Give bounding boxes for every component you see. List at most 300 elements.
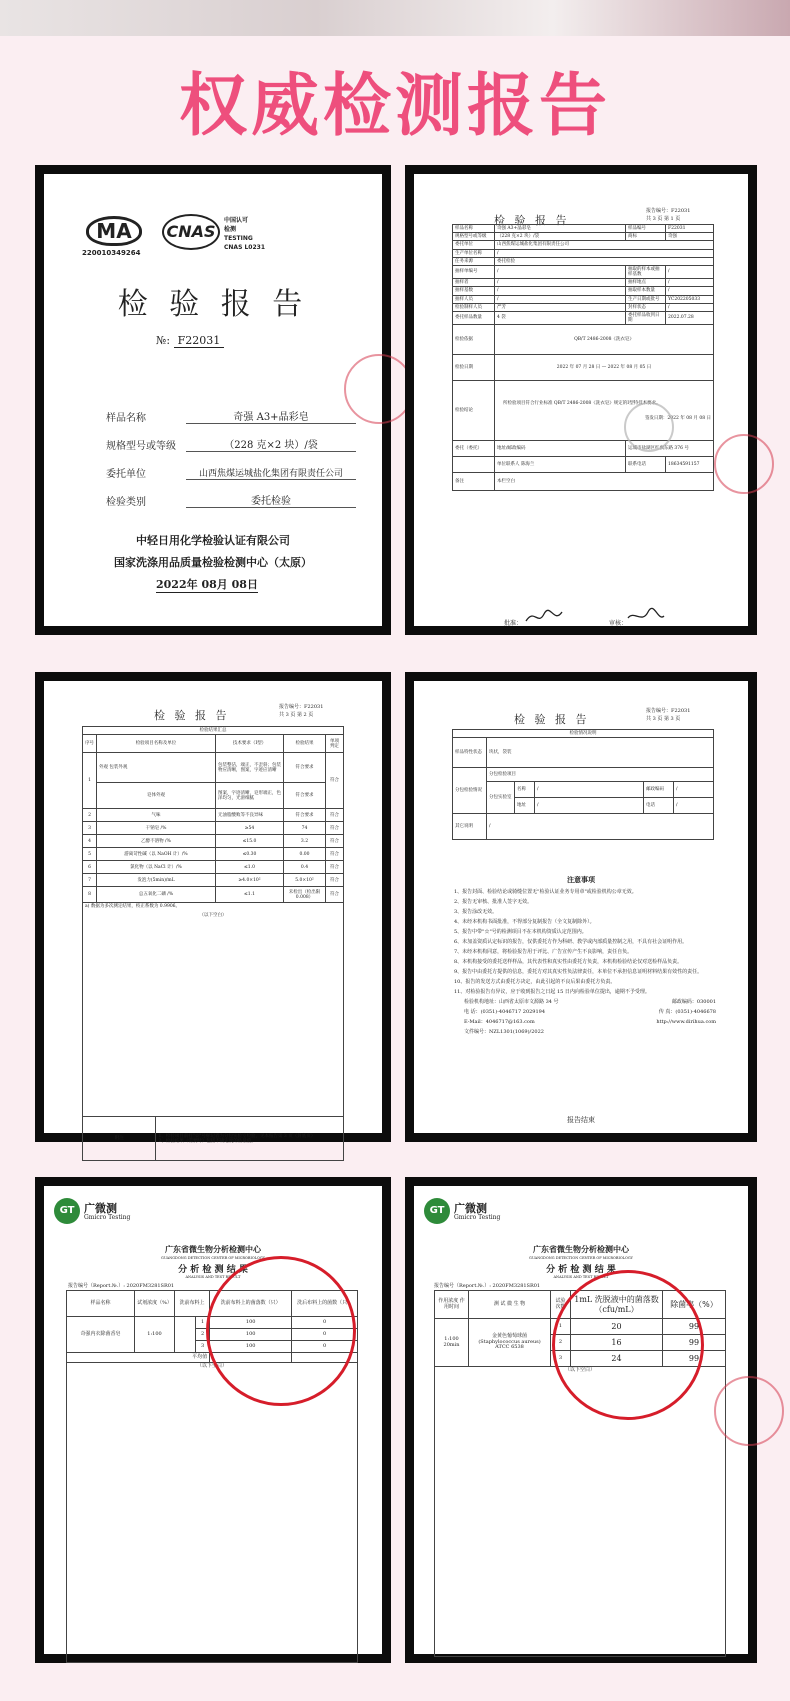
cell: 5 xyxy=(83,848,97,861)
field-value: 委托检验 xyxy=(186,492,356,508)
cell: 乙醇不溶物 /% xyxy=(97,835,216,848)
highlight-circle xyxy=(206,1256,356,1406)
table-row xyxy=(435,1367,726,1657)
page3-table xyxy=(452,729,714,840)
notes-title: 注意事项 xyxy=(567,875,595,884)
report-page-3 xyxy=(414,681,748,1133)
cell: ≤15.0 xyxy=(216,835,284,848)
cell: 7 xyxy=(83,874,97,887)
field-label: 委托单位 xyxy=(106,469,146,480)
gmicro-logo-icon: GT xyxy=(54,1198,80,1224)
cell: 商标 xyxy=(626,233,666,241)
contact-value: 陈海兰 xyxy=(520,462,535,468)
page3-page-count: 共 3 页 第 3 页 xyxy=(646,716,681,722)
fax-line: 传 真：(0351)-4046678 xyxy=(658,1009,716,1015)
cell: 18634591157 xyxy=(666,457,714,473)
cell: 包装整洁，端正，不歪斜；包装物应清晰，图案，字迹应清晰 xyxy=(216,753,284,783)
blank-text: （以下空白） xyxy=(199,913,227,919)
cell: 1 xyxy=(83,753,97,809)
ma-logo: MA xyxy=(86,216,142,246)
table-row xyxy=(67,1363,358,1663)
signature-reviewer xyxy=(626,606,666,628)
page2-title: 检 验 报 告 xyxy=(154,709,230,722)
table-row xyxy=(83,874,344,887)
header-cell: 洗前布料上 xyxy=(174,1291,209,1317)
report-cover-page xyxy=(44,174,382,626)
cell: 平均值 xyxy=(67,1353,210,1363)
cell: 24 xyxy=(571,1351,663,1367)
micro-report-1 xyxy=(44,1186,382,1654)
table-row xyxy=(453,257,714,265)
micro-org: 广东省微生物分析检测中心 xyxy=(533,1244,629,1254)
file-line: 文件编号：NZL1301(1069)/2022 xyxy=(464,1029,544,1035)
cell: 3 xyxy=(551,1351,571,1367)
cell: / xyxy=(495,265,626,278)
table-row xyxy=(83,903,344,1117)
tel-line: 电 话：(0351)-4046717 2029194 xyxy=(464,1009,546,1015)
cell: 本栏空白 xyxy=(495,473,714,491)
gmicro-logo-text: 广微测 xyxy=(454,1202,487,1215)
date-year-label: 年 xyxy=(186,578,198,591)
cell: 分包检验情况 xyxy=(453,768,487,814)
micro-title-en: ANALYSIS AND TEST RESULT xyxy=(185,1275,241,1279)
cell: 4 袋 xyxy=(495,311,626,324)
cover-field-client xyxy=(106,452,356,480)
table-row xyxy=(453,730,714,738)
micro-report-2 xyxy=(414,1186,748,1654)
gmicro-logo-sub: Gmicro Testing xyxy=(454,1214,501,1221)
cell: 样品特性状态 xyxy=(453,738,487,768)
table-row xyxy=(453,241,714,249)
cell: 抽样地点 xyxy=(626,279,666,287)
page1-page-count: 共 3 页 第 1 页 xyxy=(646,216,681,222)
cell: / xyxy=(666,287,714,295)
cell: 3 xyxy=(83,822,97,835)
header-cell: 洗后布料上的菌数（只） xyxy=(292,1291,358,1317)
cnas-text-4: CNAS L0231 xyxy=(224,244,266,251)
cell: 2 xyxy=(551,1335,571,1351)
cell: 奇强 xyxy=(666,233,714,241)
note-item: 8、本机构接受的委托送样样品，其代表性和真实性由委托方负责，本机构检验结论仅对送检样品负责。 xyxy=(454,959,683,965)
cell: 符合要求 xyxy=(284,783,326,809)
header-cell: 单项判定 xyxy=(326,735,344,753)
header-cell: 洗前布料上的菌落数（只） xyxy=(210,1291,292,1317)
header-cell: 序号 xyxy=(83,735,97,753)
cover-title: 检 验 报 告 xyxy=(117,287,309,322)
micro-title: 分 析 检 测 结 果 xyxy=(178,1265,248,1275)
cell: 检验结果汇总 xyxy=(83,727,344,735)
header-cell: 试验 次数 xyxy=(551,1291,571,1319)
cell: 分包实验室 xyxy=(487,782,515,814)
report-page-3-card xyxy=(405,672,757,1142)
cell: 2022 年 07 月 28 日 — 2022 年 08 月 05 日 xyxy=(495,355,714,381)
cell: 生产单位名称 xyxy=(453,249,495,257)
cell: 气味 xyxy=(97,809,216,822)
cell: 检验制样人员 xyxy=(453,303,495,311)
table-row xyxy=(453,738,714,768)
page2-page-count: 共 3 页 第 2 页 xyxy=(279,712,314,718)
cell: 抽样者 xyxy=(453,279,495,287)
cell: 运城市盐湖区红旗东路 376 号 xyxy=(626,441,714,457)
cell: 地址 xyxy=(515,798,535,814)
table-row xyxy=(453,303,714,311)
cell: 电话 xyxy=(644,798,674,814)
address-line: 检验机构地址：山西省太原市文源路 34 号 xyxy=(464,999,559,1005)
header-cell: 试剂浓度（%） xyxy=(135,1291,175,1317)
header-cell: 样品名称 xyxy=(67,1291,135,1317)
cell: 100 xyxy=(210,1341,292,1353)
table-row: 其它说明 / xyxy=(453,814,714,840)
cell: 山西焦煤运城盐化集团有限责任公司 xyxy=(495,241,714,249)
page1-table xyxy=(452,224,714,491)
issue-date: 签发日期：2022 年 08 月 08 日 xyxy=(644,415,711,421)
cell: 联系电话 xyxy=(626,457,666,473)
cnas-text-1: 中国认可 xyxy=(224,217,249,224)
note-item: 6、未加盖资质认定标识的报告，仅供委托方作为科研、教学或内部质量控制之用，不具有社会证明作用。 xyxy=(454,939,688,945)
table-row xyxy=(83,1117,344,1161)
cell: 规格型号或等级 xyxy=(453,233,495,241)
cell: 抽样人员 xyxy=(453,295,495,303)
cell: 封样状态 xyxy=(626,303,666,311)
cell: 生产日期或批号 xyxy=(626,295,666,303)
cell: 1 xyxy=(551,1319,571,1335)
table-row xyxy=(453,233,714,241)
cell: 符合 xyxy=(326,848,344,861)
micro-report-2-card xyxy=(405,1177,757,1663)
cell: 块状，袋装 xyxy=(487,738,714,768)
table-row xyxy=(453,295,714,303)
remark-1: 1、检验项目前打"☆"号标记者为分包实验室检验，见本报告第 3 页（封底页） xyxy=(158,1133,316,1139)
cell: 99 xyxy=(663,1335,726,1351)
table-row xyxy=(453,249,714,257)
table-row xyxy=(83,835,344,848)
cell: ≤0.30 xyxy=(216,848,284,861)
cell: 5.0×10² xyxy=(284,874,326,887)
table-row xyxy=(83,887,344,903)
cell: （228 克×2 块）/袋 xyxy=(495,233,626,241)
cell: 游离苛性碱（以 NaOH 计）/% xyxy=(97,848,216,861)
cell: 0 xyxy=(292,1317,358,1329)
cell: / xyxy=(666,279,714,287)
conclusion-text: 所检验项目符合行业标准 QB/T 2486-2008《洗衣皂》规定的Ⅰ型特技术要求。 xyxy=(503,400,661,406)
field-label: 样品名称 xyxy=(106,413,146,424)
cell: 0 xyxy=(292,1341,358,1353)
page1-report-no: 报告编号：F22031 xyxy=(646,208,691,214)
cell: 符合 xyxy=(326,887,344,903)
table-row xyxy=(453,355,714,381)
cell: 100 xyxy=(210,1317,292,1329)
cell: 符合要求 xyxy=(284,809,326,822)
cell: 委托样品收到日期 xyxy=(626,311,666,324)
table-row xyxy=(453,225,714,233)
report-page-2-card xyxy=(35,672,391,1142)
cell: 委托单位 xyxy=(453,241,495,249)
cell: 100 xyxy=(210,1329,292,1341)
micro-report-no: 报告编号（Report.№.）: 2020FM3281SR01 xyxy=(68,1283,175,1289)
micro-title-en: ANALYSIS AND TEST RESULT xyxy=(553,1275,609,1279)
report-no-value: F22031 xyxy=(174,334,225,348)
date-month-label: 月 xyxy=(216,578,228,591)
cover-field-spec xyxy=(106,424,356,452)
cnas-text-2: 检测 xyxy=(224,226,237,233)
report-page-1-card xyxy=(405,165,757,635)
cell: 0 xyxy=(292,1329,358,1341)
red-seal-stamp xyxy=(344,354,414,424)
cell: 检验日期 xyxy=(453,355,495,381)
cell: 邮政编码 xyxy=(644,782,674,798)
cell: ≥54 xyxy=(216,822,284,835)
blank-text: （以下空白） xyxy=(196,1363,227,1369)
cell: 总五氧化二磷 /% xyxy=(97,887,216,903)
notes-list xyxy=(454,887,716,1037)
cell: 符合 xyxy=(326,874,344,887)
top-banner-image xyxy=(0,0,790,36)
cell: 严芳 xyxy=(495,303,626,311)
note-item: 5、报告中带"☆"号的检测项目不在本机构资质认定范围内。 xyxy=(454,929,587,935)
header-cell: 测 试 微 生 物 xyxy=(469,1291,551,1319)
blank-text: （以下空白） xyxy=(564,1367,595,1373)
page1-title: 检 验 报 告 xyxy=(494,214,570,227)
cell: 样品名称 xyxy=(453,225,495,233)
report-no-label: №: xyxy=(156,334,171,347)
cell: 3.2 xyxy=(284,835,326,848)
cover-org-1: 中轻日用化学检验认证有限公司 xyxy=(136,534,290,547)
note-text: a) 数据为多次测定结果，校正系数为 0.9906。 xyxy=(85,904,181,910)
signature-approver xyxy=(524,606,564,628)
header-cell: 作用浓度 作用时间 xyxy=(435,1291,469,1319)
report-end: 报告结束 xyxy=(567,1116,595,1124)
micro-report-no: 报告编号（Report.№.）: 2020FM3281SR01 xyxy=(434,1283,541,1289)
table-row xyxy=(453,265,714,278)
table-row xyxy=(83,727,344,735)
cell: 皂体外观 xyxy=(97,783,216,809)
cell: 外观 包装外观 xyxy=(97,753,216,783)
cover-date xyxy=(156,576,258,593)
report-page-1 xyxy=(414,174,748,626)
cell: / xyxy=(666,303,714,311)
header-cell: 检验结果 xyxy=(284,735,326,753)
cell: 2 xyxy=(196,1329,210,1341)
cell: 16 xyxy=(571,1335,663,1351)
note-item: 11、对检验报告有异议，应于收到报告之日起 15 日内向检验单位提出，逾期不予受理。 xyxy=(454,989,650,995)
red-seal-stamp xyxy=(714,1376,784,1446)
table-row xyxy=(453,311,714,324)
field-value: （228 克×2 块）/袋 xyxy=(186,436,356,452)
table-row xyxy=(453,287,714,295)
cell: 检验情况说明 xyxy=(453,730,714,738)
cell: 抽样单编号 xyxy=(453,265,495,278)
approver-label: 批准： xyxy=(504,620,523,627)
cell: 6 xyxy=(83,861,97,874)
cell: 1 xyxy=(196,1317,210,1329)
table-row: 分包实验室 名称 / 邮政编码 / xyxy=(453,782,714,798)
contact-line xyxy=(454,1007,716,1017)
cell: 委托检验 xyxy=(495,257,714,265)
cell: 74 xyxy=(284,822,326,835)
cnas-text-3: TESTING xyxy=(224,235,253,242)
cell: 备注 xyxy=(453,473,495,491)
table-row xyxy=(83,848,344,861)
header-cell: 技术要求（Ⅰ型） xyxy=(216,735,284,753)
contact-label: 单位联系人 xyxy=(497,462,520,468)
micro-org-en: GUANGDONG DETECTION CENTER OF MICROBIOLOGY xyxy=(529,1256,633,1260)
note-item: 9、报告中由委托方提供的信息，委托方对其真实性负法律责任，本单位不承担信息证明材料结果有效性的责任。 xyxy=(454,969,703,975)
field-label: 检验类别 xyxy=(106,497,146,508)
page3-report-no: 报告编号：F22031 xyxy=(646,708,691,714)
page2-report-no: 报告编号：F22031 xyxy=(279,704,324,710)
table-row: 地址 / 电话 / xyxy=(453,798,714,814)
reviewer-label: 审核： xyxy=(609,620,628,627)
email-line: E-Mail：4046717@163.com xyxy=(464,1019,535,1025)
cell: 委托（委托） xyxy=(453,441,495,457)
red-seal-stamp xyxy=(624,402,674,452)
note-item: 1、报告封面、检验结论或骑缝位置无"检验认证业务专用章"或检验机构公章无效。 xyxy=(454,889,637,895)
cell: 2 xyxy=(83,809,97,822)
cell: 无油脂酸败等不良异味 xyxy=(216,809,284,822)
cover-field-sample xyxy=(106,396,356,424)
cell: 发泡力(5min)/mL xyxy=(97,874,216,887)
cell: 氯化物（以 NaCl 计）/% xyxy=(97,861,216,874)
micro-report-1-card xyxy=(35,1177,391,1663)
micro-org-en: GUANGDONG DETECTION CENTER OF MICROBIOLOGY xyxy=(161,1256,265,1260)
cell: F22031 xyxy=(666,225,714,233)
table-row xyxy=(453,381,714,441)
cell: 符合 xyxy=(326,861,344,874)
cell: / xyxy=(666,265,714,278)
cell: 8 xyxy=(83,887,97,903)
cnas-logo: CNAS xyxy=(162,214,220,250)
cell: 地址/邮政编码 xyxy=(495,441,626,457)
cell: 0.4 xyxy=(284,861,326,874)
cell: 符合 xyxy=(326,822,344,835)
table-row xyxy=(453,768,714,782)
field-value: 山西焦煤运城盐化集团有限责任公司 xyxy=(186,466,356,480)
cell: 任务来源 xyxy=(453,257,495,265)
contact-line xyxy=(454,1017,716,1027)
cell: 委托样品数量 xyxy=(453,311,495,324)
cover-field-type xyxy=(106,480,356,508)
cell: 4 xyxy=(83,835,97,848)
note-item: 2、报告无审核、批准人签字无效。 xyxy=(454,899,533,905)
cell: 金黄色葡萄球菌 (Staphylococcus aureus) ATCC 6538 xyxy=(469,1319,551,1367)
micro-title: 分 析 检 测 结 果 xyxy=(546,1265,616,1275)
cell: 符合 xyxy=(326,753,344,809)
cover-org-2: 国家洗涤用品质量检验检测中心（太原） xyxy=(114,556,312,569)
table-row xyxy=(453,279,714,287)
page2-table xyxy=(82,726,344,1161)
table-row xyxy=(453,325,714,355)
page-headline: 权威检测报告 xyxy=(178,67,611,146)
cell: 抽取样本数量 xyxy=(626,287,666,295)
cell: 干钠皂 /% xyxy=(97,822,216,835)
remark-2: 2、检验结果（需要时）包括不确定度的估量值。 xyxy=(158,1138,256,1144)
cell: 检验结论 xyxy=(453,381,495,441)
cell: 1:100 20min xyxy=(435,1319,469,1367)
web-line: http://www.dirihua.com xyxy=(656,1019,716,1025)
gmicro-logo-sub: Gmicro Testing xyxy=(84,1214,131,1221)
cell: / xyxy=(495,279,626,287)
header-cell: 除菌率（%） xyxy=(663,1291,726,1319)
table-row xyxy=(83,753,344,783)
header-cell: 检验项目名称及单位 xyxy=(97,735,216,753)
date-day-label: 日 xyxy=(246,578,258,591)
table-row xyxy=(83,783,344,809)
post-line: 邮政编码：030001 xyxy=(671,999,716,1005)
cell: ≤1.1 xyxy=(216,887,284,903)
cell: 名称 xyxy=(515,782,535,798)
report-cover-card xyxy=(35,165,391,635)
note-item: 4、未经本机构书面批准，不得部分复制报告（全文复制除外）。 xyxy=(454,919,595,925)
cell: 符合 xyxy=(326,809,344,822)
table-header xyxy=(83,735,344,753)
note-item: 7、未经本机构同意，将检验报告用于评比、广告宣传产生不良影响，责任自负。 xyxy=(454,949,633,955)
cell: 未检出（检出限 0.008） xyxy=(284,887,326,903)
cell: / xyxy=(495,295,626,303)
table-row xyxy=(83,861,344,874)
field-label: 规格型号或等级 xyxy=(106,441,176,452)
cell: 检验依据 xyxy=(453,325,495,355)
cell: 符合 xyxy=(326,835,344,848)
cell: 抽样基数 xyxy=(453,287,495,295)
cell: / xyxy=(495,287,626,295)
cell: 0.00 xyxy=(284,848,326,861)
cell: 2022.07.28 xyxy=(666,311,714,324)
cell: 奇强内衣除菌香皂 xyxy=(67,1317,135,1353)
cell: 奇强 A3+晶彩皂 xyxy=(495,225,626,233)
date-month: 08 xyxy=(201,578,217,591)
cell: 1:100 xyxy=(135,1317,175,1353)
cell: YC202205033 xyxy=(666,295,714,303)
cell: 附注 xyxy=(83,1117,156,1161)
red-seal-stamp xyxy=(714,434,774,494)
table-row xyxy=(453,457,714,473)
report-page-2 xyxy=(44,681,382,1144)
cell: / xyxy=(495,249,714,257)
cell: 样品编号 xyxy=(626,225,666,233)
cell: 抽取的样本或抽样基数 xyxy=(626,265,666,278)
table-row xyxy=(453,473,714,491)
ma-number: 220010349264 xyxy=(82,249,141,257)
header-cell: 1mL 洗脱液中的菌落数（cfu/mL） xyxy=(571,1291,663,1319)
micro-org: 广东省微生物分析检测中心 xyxy=(165,1244,261,1254)
cell: ≤1.0 xyxy=(216,861,284,874)
note-item: 3、报告涂改无效。 xyxy=(454,909,498,915)
date-day: 08 xyxy=(231,578,247,591)
note-item: 10、报告的发送方式由委托方决定，由此引起的不良后果由委托方负责。 xyxy=(454,979,616,985)
cell: 99 xyxy=(663,1351,726,1367)
cell: ≥4.0×10² xyxy=(216,874,284,887)
cell: 图案，字迹清晰，皂形端正，色泽均匀，光滑细腻 xyxy=(216,783,284,809)
cell: QB/T 2486-2008《洗衣皂》 xyxy=(495,325,714,355)
cell: 20 xyxy=(571,1319,663,1335)
cell: 符合要求 xyxy=(284,753,326,783)
table-row xyxy=(83,809,344,822)
cell: 99 xyxy=(663,1319,726,1335)
cell: 3 xyxy=(196,1341,210,1353)
highlight-circle xyxy=(552,1270,704,1420)
date-year: 2022 xyxy=(156,578,187,591)
table-row xyxy=(83,822,344,835)
cover-fields xyxy=(106,396,356,508)
cell: 其它说明 xyxy=(453,814,487,840)
field-value: 奇强 A3+晶彩皂 xyxy=(186,408,356,424)
gmicro-logo-icon: GT xyxy=(424,1198,450,1224)
page3-title: 检 验 报 告 xyxy=(514,713,590,726)
cell: 分包检验项目 xyxy=(487,768,714,782)
gmicro-logo-text: 广微测 xyxy=(84,1202,117,1215)
table-row xyxy=(453,441,714,457)
contact-line xyxy=(454,997,716,1007)
